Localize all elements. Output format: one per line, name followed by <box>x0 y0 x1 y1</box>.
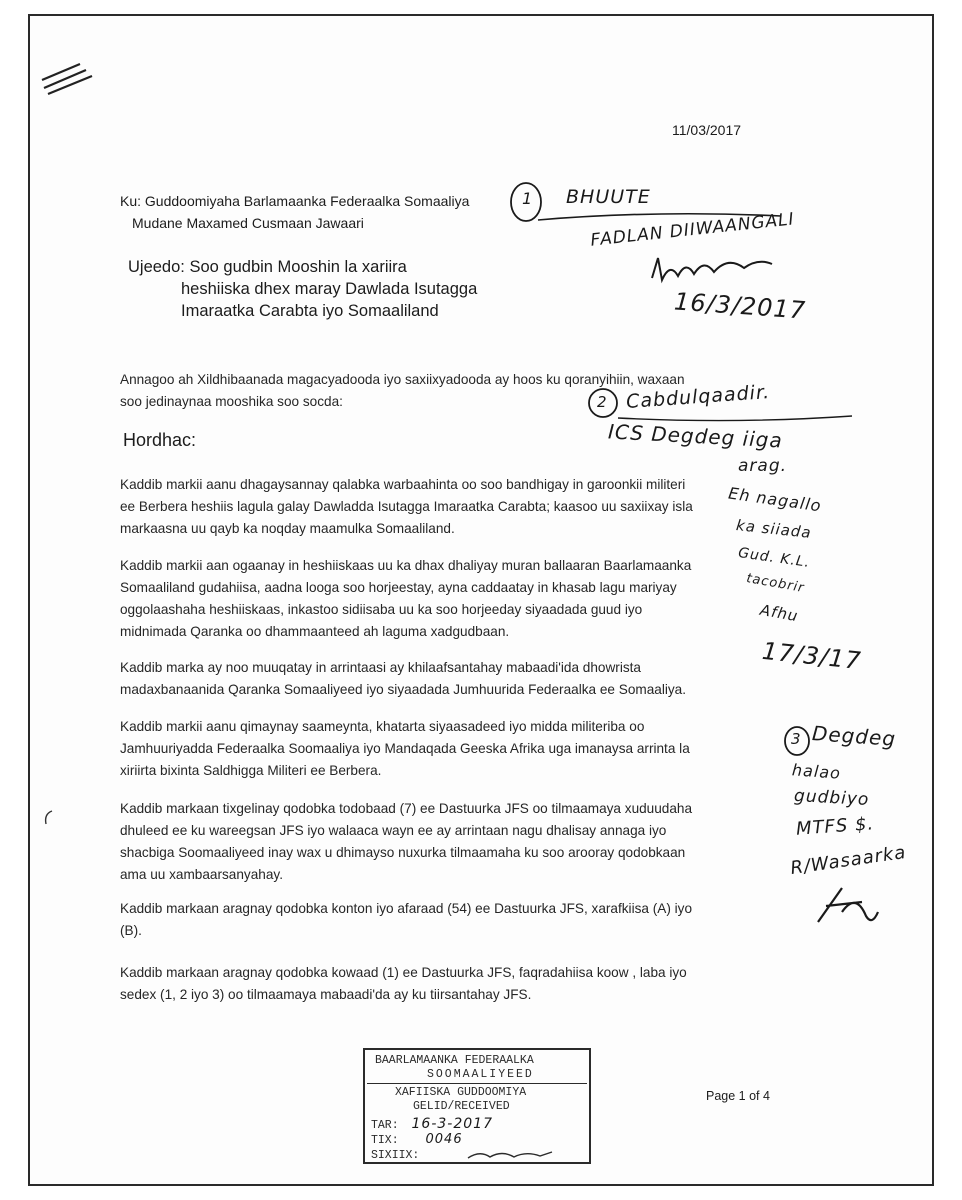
text-line: Kaddib markaan aragnay qodobka kowaad (1) ee Dastuurka JFS, faqradahiisa koow , laba iyo <box>120 965 687 980</box>
text-line: Somaaliland gudahiisa, aadna looga soo horjeestay, ayna caddaatay in khasab lagu mariyay <box>120 580 677 595</box>
paragraph-4 <box>120 716 770 782</box>
text-line: oggolaashaha heshiiskaas, inkastoo sidiisaba uu ka soo horjeeday siyaadada guud iyo <box>120 602 643 617</box>
note-number: 1 <box>522 189 534 208</box>
text-line: Jamhuuriyadda Federaalka Soomaaliya iyo Mandaqada Geeska Afrika uga imanaysa arrinta la <box>120 741 690 756</box>
handwritten-note-1 <box>508 180 828 340</box>
addressee-line: Ku: Guddoomiyaha Barlamaanka Federaalka Somaaliya <box>120 193 470 209</box>
addressee-block <box>120 190 469 234</box>
note-text: arag. <box>738 456 788 476</box>
text-line: shacbiga Soomaaliyeed inay wax u dhimayso nuxurka tilmaamaha ku soo arooray qodobkaan <box>120 845 686 860</box>
note-text: Cabdulqaadir. <box>625 380 771 414</box>
stamp-signature-icon <box>466 1148 556 1162</box>
stamp-field <box>371 1132 463 1147</box>
note-text: Eh nagallo <box>727 483 823 516</box>
note-text: MTFS $. <box>795 813 875 840</box>
text-line: Kaddib markii aan ogaanay in heshiiskaas uu ka dhax dhaliyay muran ballaaran Baarlamaanka <box>120 558 692 573</box>
received-stamp <box>363 1048 591 1164</box>
note-text: gudbiyo <box>793 786 870 810</box>
note-text: Gud. K.L. <box>737 545 812 571</box>
text-line: ee Berbera heshiis lagula galay Dawladda Isutagga Imaraatka Carabta; kaasoo uu saxiixay isla <box>120 499 693 514</box>
text-line: sedex (1, 2 iyo 3) oo tilmaamaya mabaadi'da ay ku tiirsantahay JFS. <box>120 987 532 1002</box>
text-line: xiriirta bixinta Saldhigga Militeri ee Berbera. <box>120 763 382 778</box>
note-date: 17/3/17 <box>760 636 863 676</box>
note-text: halao <box>791 760 842 783</box>
handwritten-note-2 <box>586 378 886 708</box>
stamp-line: GELID/RECEIVED <box>413 1100 510 1113</box>
text-line: Kaddib marka ay noo muuqatay in arrintaasi ay khilaafsantahay mabaadi'ida dhowrista <box>120 660 641 675</box>
note-text: FADLAN DIIWAANGALI <box>589 209 796 251</box>
text-line: Kaddib markaan tixgelinay qodobka todobaad (7) ee Dastuurka JFS oo tilmaamaya xuduudaha <box>120 801 693 816</box>
note-text: BHUUTE <box>566 186 651 208</box>
text-line: markaasna uu qayb ka noqday maamulka Somaaliland. <box>120 521 455 536</box>
subject-label: Ujeedo: <box>128 258 185 276</box>
subject-block <box>128 256 477 322</box>
paragraph-6 <box>120 898 770 942</box>
margin-mark-icon <box>42 808 56 828</box>
stamp-label: TIX: <box>371 1134 399 1147</box>
paragraph-5 <box>120 798 770 886</box>
stamp-field <box>371 1148 556 1162</box>
note-text: ICS Degdeg iiga <box>607 419 784 453</box>
note-text: Afhu <box>758 600 800 626</box>
text-line: Annagoo ah Xildhibaanada magacyadooda iyo saxiixyadooda ay hoos ku qoranyihiin, waxaan <box>120 372 685 387</box>
text-line: dhuleed ee ku wareegsan JFS iyo walaaca wayn ee ay arrintaan nagu dhalisay annaga iyo <box>120 823 667 838</box>
stamp-field <box>371 1116 493 1132</box>
subject-line: Soo gudbin Mooshin la xariira <box>189 258 407 276</box>
section-heading: Hordhac: <box>123 430 197 450</box>
note-text: R/Wasaarka <box>789 841 908 880</box>
stamp-value: 16-3-2017 <box>411 1116 493 1132</box>
addressee-name: Mudane Maxamed Cusmaan Jawaari <box>132 215 364 231</box>
handwritten-note-3 <box>782 716 922 936</box>
stamp-divider <box>367 1083 587 1084</box>
text-line: madaxbanaanida Qaranka Somaaliyeed iyo siyaadada Jumhuurida Federaalka ee Somaaliya. <box>120 682 686 697</box>
stamp-line: XAFIISKA GUDDOOMIYA <box>395 1086 527 1099</box>
note-text: Degdeg <box>811 721 897 751</box>
page-number: Page 1 of 4 <box>706 1089 770 1103</box>
stamp-line: SOOMAALIYEED <box>427 1068 534 1081</box>
note-text: ka siiada <box>735 516 813 542</box>
text-line: Kaddib markii aanu qimaynay saameynta, khatarta siyaasadeed iyo midda militeriba oo <box>120 719 645 734</box>
text-line: midnimada Qaranka oo dhammaanteed ah laguma xadgudbaan. <box>120 624 510 639</box>
note-number: 3 <box>791 730 802 748</box>
text-line: Kaddib markaan aragnay qodobka konton iyo afaraad (54) ee Dastuurka JFS, xarafkiisa (A) iyo <box>120 901 692 916</box>
text-line: (B). <box>120 923 142 938</box>
subject-line: Imaraatka Carabta iyo Somaaliland <box>181 302 439 320</box>
stamp-value: 0046 <box>425 1132 463 1147</box>
signature-icon <box>648 252 778 288</box>
subject-line: heshiiska dhex maray Dawlada Isutagga <box>181 280 478 298</box>
text-line: Kaddib markii aanu dhagaysannay qalabka warbaahinta oo soo bandhigay in garoonkii militeri <box>120 477 686 492</box>
text-line: soo jedinaynaa mooshika soo socda: <box>120 394 343 409</box>
paragraph-7 <box>120 962 770 1006</box>
text-line: ama uu xambaarsanyahay. <box>120 867 283 882</box>
stamp-label: SIXIIX: <box>371 1149 420 1163</box>
note-date: 16/3/2017 <box>673 287 807 325</box>
pen-scribble-icon <box>40 60 100 100</box>
stamp-label: TAR: <box>371 1119 399 1132</box>
stamp-line: BAARLAMAANKA FEDERAALKA <box>375 1054 534 1067</box>
note-text: tacobrir <box>745 571 806 596</box>
signature-icon <box>812 882 882 932</box>
document-date: 11/03/2017 <box>672 122 742 138</box>
note-number: 2 <box>597 393 608 411</box>
